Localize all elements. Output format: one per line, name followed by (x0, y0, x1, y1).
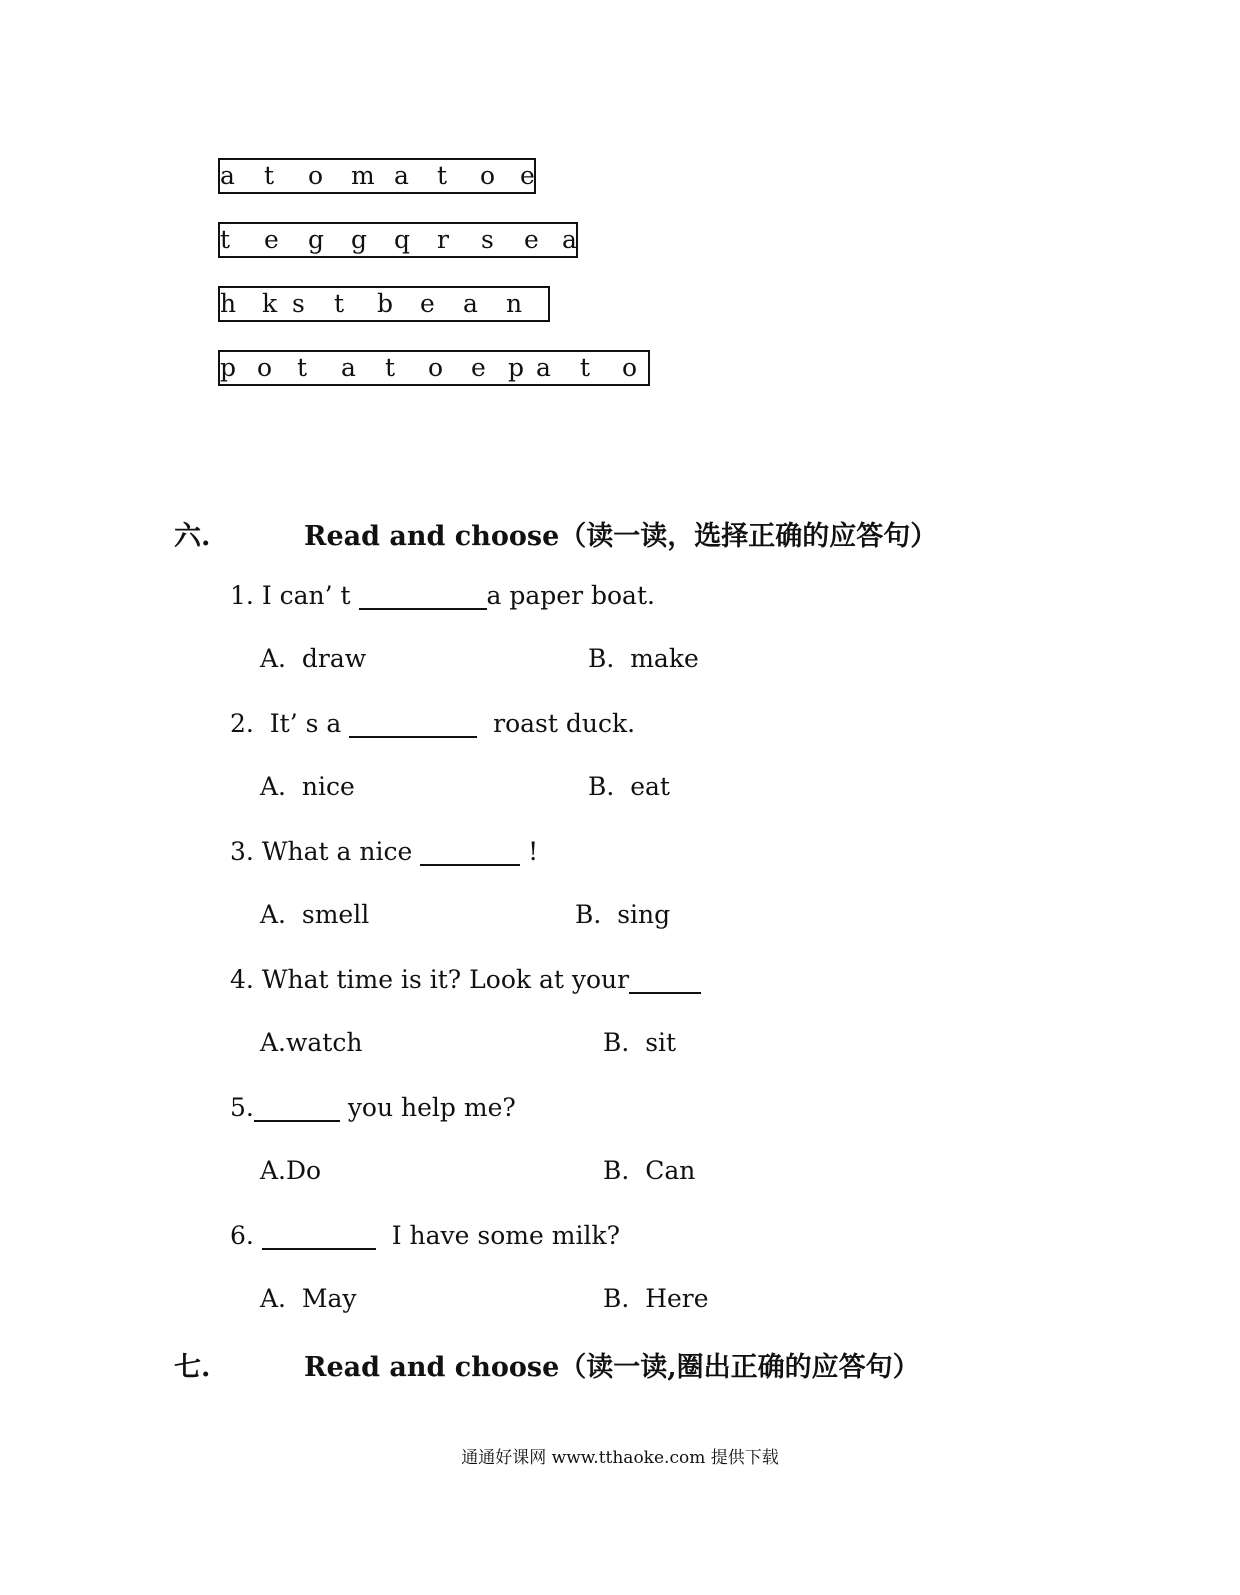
question-1 (230, 580, 655, 610)
letter-cell: r (437, 225, 449, 254)
question-2 (230, 708, 635, 738)
letter-cell: k (262, 289, 278, 318)
letter-cell: a (220, 161, 235, 190)
option-1a[interactable]: A. draw (260, 644, 367, 673)
letter-cell: n (506, 289, 523, 318)
question-5 (230, 1092, 516, 1122)
letter-row-2 (218, 222, 578, 258)
section-7-title: Read and choose（读一读,圈出正确的应答句） (304, 1352, 920, 1383)
page-footer: 通通好课网 www.tthaoke.com 提供下载 (461, 1448, 779, 1468)
question-text: ! (528, 837, 539, 866)
section-7-heading (174, 1345, 920, 1384)
option-6a[interactable]: A. May (260, 1284, 357, 1313)
question-6 (230, 1220, 620, 1250)
letter-cell: b (377, 289, 394, 318)
letter-cell: t (297, 353, 308, 382)
option-6b[interactable]: B. Here (603, 1284, 709, 1313)
letter-cell: a (341, 353, 356, 382)
letter-cell: s (481, 225, 494, 254)
letter-cell: a (394, 161, 409, 190)
question-4 (230, 964, 701, 994)
letter-cell: o (308, 161, 324, 190)
answer-blank-1[interactable] (359, 580, 487, 610)
letter-cell: o (257, 353, 273, 382)
answer-blank-5[interactable] (254, 1092, 340, 1122)
letter-cell: o (428, 353, 444, 382)
question-text: you help me? (347, 1093, 516, 1122)
question-text: 5. (230, 1093, 254, 1122)
letter-cell: e (520, 161, 535, 190)
question-text: What a nice (261, 837, 413, 866)
letter-cell: e (264, 225, 279, 254)
letter-cell: t (385, 353, 396, 382)
letter-cell: t (334, 289, 345, 318)
letter-cell: q (394, 225, 411, 254)
question-text: roast duck. (493, 709, 636, 738)
answer-blank-4[interactable] (629, 964, 701, 994)
question-text: a paper boat. (486, 581, 655, 610)
question-text: What time is it? Look at your (261, 965, 630, 994)
letter-cell: g (351, 225, 368, 254)
option-1b[interactable]: B. make (588, 644, 699, 673)
letter-cell: s (292, 289, 305, 318)
option-5a[interactable]: A.Do (260, 1156, 322, 1185)
section-6-title: Read and choose（读一读，选择正确的应答句） (304, 521, 938, 552)
letter-cell: o (622, 353, 638, 382)
option-3a[interactable]: A. smell (260, 900, 370, 929)
question-text: I can’ t (261, 581, 351, 610)
letter-cell: a (562, 225, 577, 254)
answer-blank-3[interactable] (420, 836, 520, 866)
letter-row-3 (218, 286, 550, 322)
option-5b[interactable]: B. Can (603, 1156, 696, 1185)
letter-cell: m (351, 161, 375, 190)
letter-cell: t (580, 353, 591, 382)
letter-cell: a (536, 353, 551, 382)
question-3 (230, 836, 538, 866)
section-6-number: 六. (174, 521, 211, 552)
question-text: 1. (230, 581, 254, 610)
letter-cell: o (480, 161, 496, 190)
letter-cell: p (508, 353, 525, 382)
option-2a[interactable]: A. nice (260, 772, 355, 801)
letter-cell: g (308, 225, 325, 254)
question-text: 2. (230, 709, 254, 738)
letter-cell: e (420, 289, 435, 318)
letter-cell: e (471, 353, 486, 382)
answer-blank-6[interactable] (262, 1220, 376, 1250)
question-text: 4. (230, 965, 254, 994)
question-text: 3. (230, 837, 254, 866)
option-4b[interactable]: B. sit (603, 1028, 677, 1057)
question-text: 6. (230, 1221, 254, 1250)
letter-cell: t (437, 161, 448, 190)
question-text: It’ s a (269, 709, 342, 738)
letter-cell: a (463, 289, 478, 318)
letter-cell: t (264, 161, 275, 190)
answer-blank-2[interactable] (349, 708, 477, 738)
letter-cell: e (524, 225, 539, 254)
letter-row-1 (218, 158, 536, 194)
section-7-number: 七. (174, 1352, 211, 1383)
letter-cell: h (220, 289, 237, 318)
letter-cell: p (220, 353, 237, 382)
option-3b[interactable]: B. sing (575, 900, 671, 929)
letter-cell: t (220, 225, 231, 254)
section-6-heading (174, 514, 937, 553)
letter-row-4 (218, 350, 650, 386)
option-4a[interactable]: A.watch (260, 1028, 363, 1057)
option-2b[interactable]: B. eat (588, 772, 670, 801)
question-text: I have some milk? (391, 1221, 620, 1250)
